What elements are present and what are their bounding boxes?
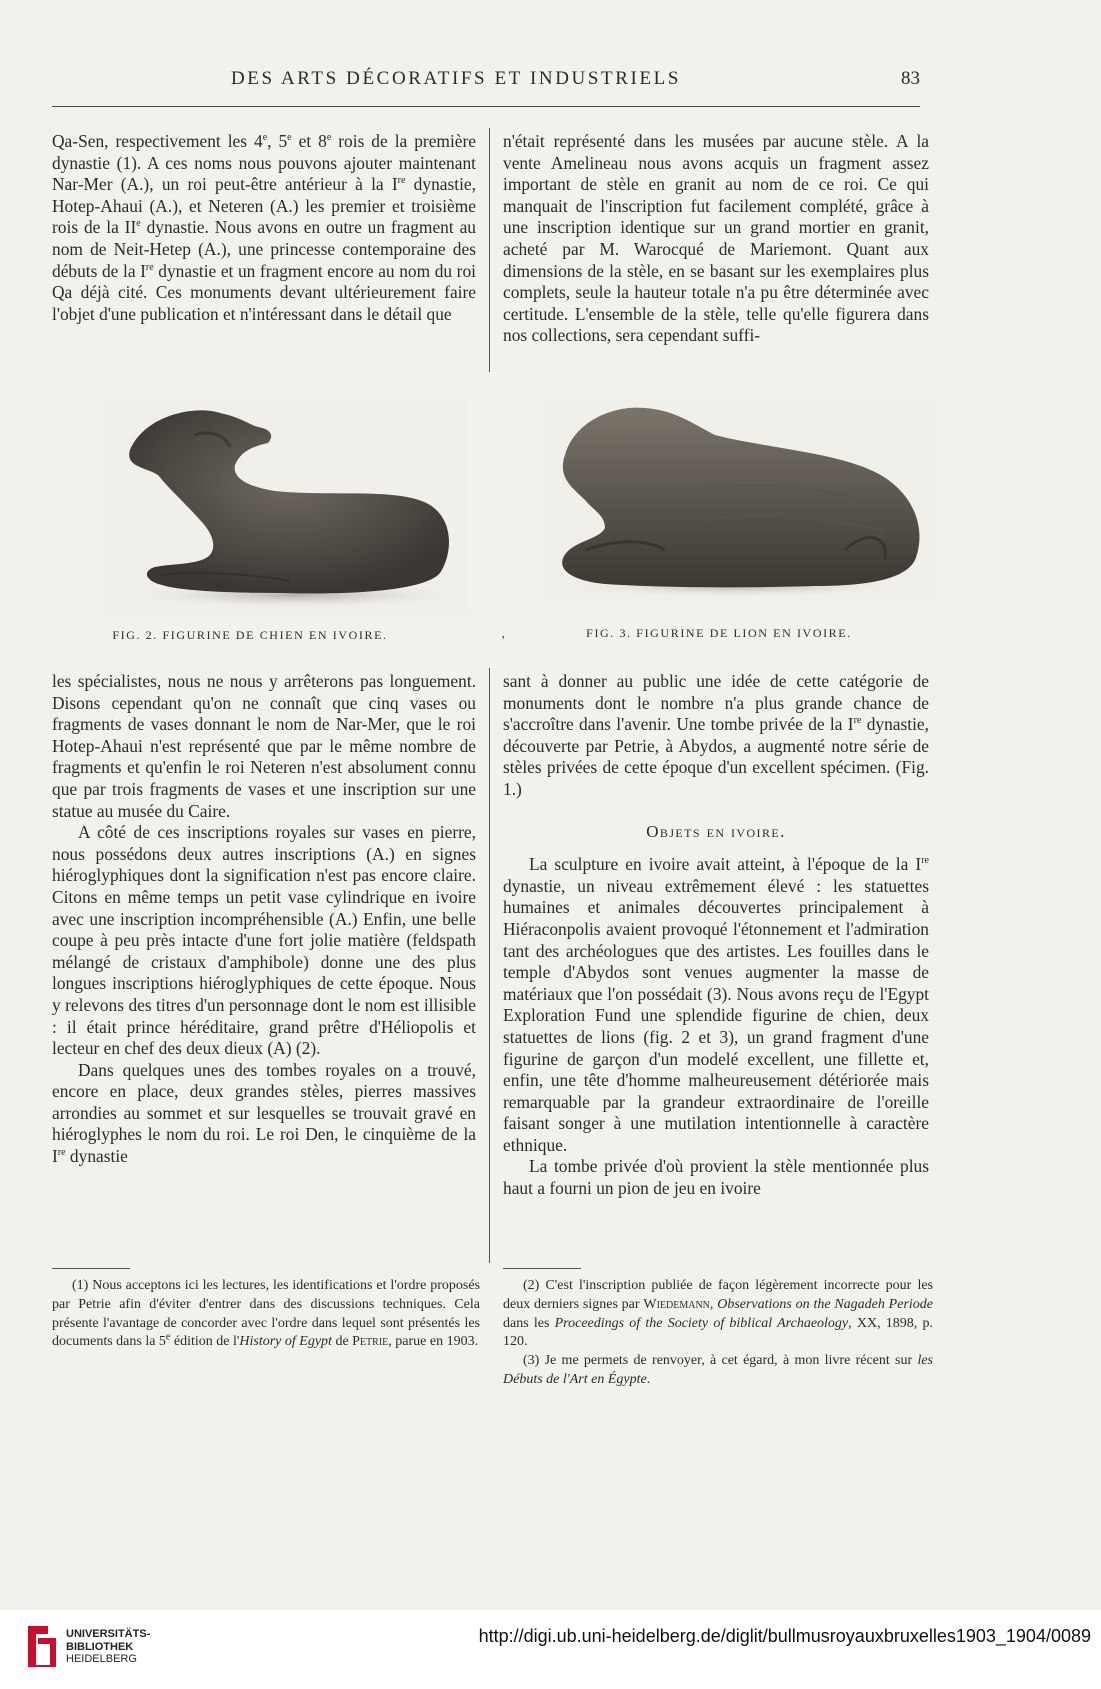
running-head bbox=[52, 68, 920, 107]
figure-2-caption: FIG. 2. FIGURINE DE CHIEN EN IVOIRE. bbox=[112, 628, 388, 642]
paragraph: n'était représenté dans les musées par aucune stèle. A la vente Amelineau nous avons acquis un fragment assez important de stèle en granit au nom de ce roi. Ce qui manquait de l'inscription fut facilement complété, grâce à une inscription identique sur un grand mortier en granit, acheté par M. Warocqué de Mariemont. Quant aux dimensions de la stèle, en se basant sur les exemplaires plus complets, seule la hauteur totale n'a pu être déterminée avec certitude. L'ensemble de la stèle, telle qu'elle figurera dans nos collections, sera cependant suffi- bbox=[503, 131, 929, 346]
paragraph: Qa-Sen, respectivement les 4e, 5e et 8e rois de la première dynastie (1). A ces noms nous pouvons ajouter maintenant Nar-Mer (A.), un roi peut-être antérieur à la Ire dynastie, Hotep-Ahaui (A.), et Neteren (A.) les premier et troisième rois de la IIe dynastie. Nous avons en outre un fragment au nom de Neit-Hetep (A.), une princesse contemporaine des débuts de la Ire dynastie et un fragment encore au nom du roi Qa déjà cité. Ces monuments devant ultérieurement faire l'objet d'une publication et n'intéressant dans le détail que bbox=[52, 131, 477, 324]
column-rule bbox=[489, 128, 490, 372]
source-url-link[interactable]: http://digi.ub.uni-heidelberg.de/diglit/bullmusroyauxbruxelles1903_1904/0089 bbox=[478, 1626, 1091, 1646]
footnote-3: (3) Je me permets de renvoyer, à cet égard, à mon livre récent sur les Débuts de l'Art en Égypte. bbox=[503, 1353, 933, 1387]
paragraph: La sculpture en ivoire avait atteint, à l'époque de la Ire dynastie, un niveau extrêmement élevé : les statuettes humaines et animales découvertes principalement à Hiéraconpolis avaient provoqué l'étonnement et l'admiration tant des archéologues que des artistes. Les fouilles dans le temple d'Abydos sont venues augmenter la masse de matériaux que l'on possédait (3). Nous avons reçu de l'Egypt Exploration Fund une splendide figurine de chien, deux statuettes de lions (fig. 2 et 3), un grand fragment d'une figurine de garçon d'un modelé excellent, une fillette et, enfin, une tête d'homme malheureusement détériorée mais remarquable par la grandeur extraordinaire de l'oreille faisant songer à une mutilation intentionnelle à caractère ethnique. bbox=[503, 854, 929, 1155]
paragraph: sant à donner au public une idée de cette catégorie de monuments dont le nombre n'a plus grande chance de s'accroître dans l'avenir. Une tombe privée de la Ire dynastie, découverte par Petrie, à Abydos, a augmenté notre série de stèles privées de cette époque d'un excellent spécimen. (Fig. 1.) bbox=[503, 671, 929, 799]
library-name: UNIVERSITÄTS- BIBLIOTHEK HEIDELBERG bbox=[66, 1628, 151, 1665]
running-title: DES ARTS DÉCORATIFS ET INDUSTRIELS bbox=[230, 68, 682, 89]
paragraph: les spécialistes, nous ne nous y arrêterons pas longuement. Disons cependant qu'on ne connaît que cinq vases ou fragments de vases donnant le nom de Nar-Mer, que le roi Hotep-Ahaui n'est représenté que par le même nombre de fragments et qu'enfin le roi Neteren n'est absolument connu que par trois fragments de vases et une inscription sur une statue au musée du Caire. bbox=[52, 671, 476, 821]
bottom-right-column bbox=[503, 671, 929, 1200]
footnotes-right bbox=[503, 1277, 933, 1390]
paragraph: Dans quelques unes des tombes royales on a trouvé, encore en place, deux grandes stèles, pierres massives arrondies au sommet et sur lesquelles se trouvait gravé en hiéroglyphes le nom du roi. Le roi Den, le cinquième de la Ire dynastie bbox=[52, 1059, 476, 1167]
dog-figurine-image bbox=[100, 395, 470, 615]
section-heading: Objets en ivoire. bbox=[646, 821, 786, 841]
library-logo-icon bbox=[22, 1620, 62, 1672]
paragraph: La tombe privée d'où provient la stèle mentionnée plus haut a fourni un pion de jeu en ivoire bbox=[503, 1156, 929, 1199]
bottom-left-column bbox=[52, 671, 476, 1168]
top-left-column bbox=[52, 131, 476, 325]
footer-bar bbox=[0, 1610, 1101, 1689]
footnote-rule bbox=[52, 1268, 130, 1269]
stray-mark: , bbox=[501, 626, 507, 640]
lion-figurine-image bbox=[545, 400, 935, 600]
paragraph: A côté de ces inscriptions royales sur vases en pierre, nous possédons deux autres inscriptions (A.) en signes hiéroglyphiques dont la signification n'est pas encore claire. Citons en même temps un petit vase cylindrique en ivoire avec une inscription incompréhensible (A.) Enfin, une belle coupe à peu près intacte d'une fort jolie matière (feldspath mélangé de cristaux d'amphibole) donne une des plus longues inscriptions hiéroglyphiques de cette époque. Nous y relevons des titres d'un personnage dont le nom est illisible : il était prince héréditaire, grand prêtre d'Héliopolis et lecteur en chef des deux dieux (A) (2). bbox=[52, 822, 476, 1059]
footnote-2: (2) C'est l'inscription publiée de façon légèrement incorrecte pour les deux derniers signes par Wiedemann, Observations on the Nagadeh Periode dans les Proceedings of the Society of biblical Archaeology, XX, 1898, p. 120. bbox=[503, 1278, 934, 1350]
column-rule bbox=[489, 668, 490, 1263]
figure-3-caption: FIG. 3. FIGURINE DE LION EN IVOIRE. bbox=[586, 626, 852, 640]
page-number: 83 bbox=[901, 68, 920, 89]
footnote-rule bbox=[503, 1268, 581, 1269]
footnote-1: (1) Nous acceptons ici les lectures, les identifications et l'ordre proposés par Petrie afin d'éviter d'entrer dans des discussions techniques. Cela présente l'avantage de concorder avec l'ordre dans lequel sont présentés les documents dans la 5e édition de l'History of Egypt de Petrie, parue en 1903. bbox=[52, 1278, 480, 1350]
top-right-column bbox=[503, 131, 929, 347]
